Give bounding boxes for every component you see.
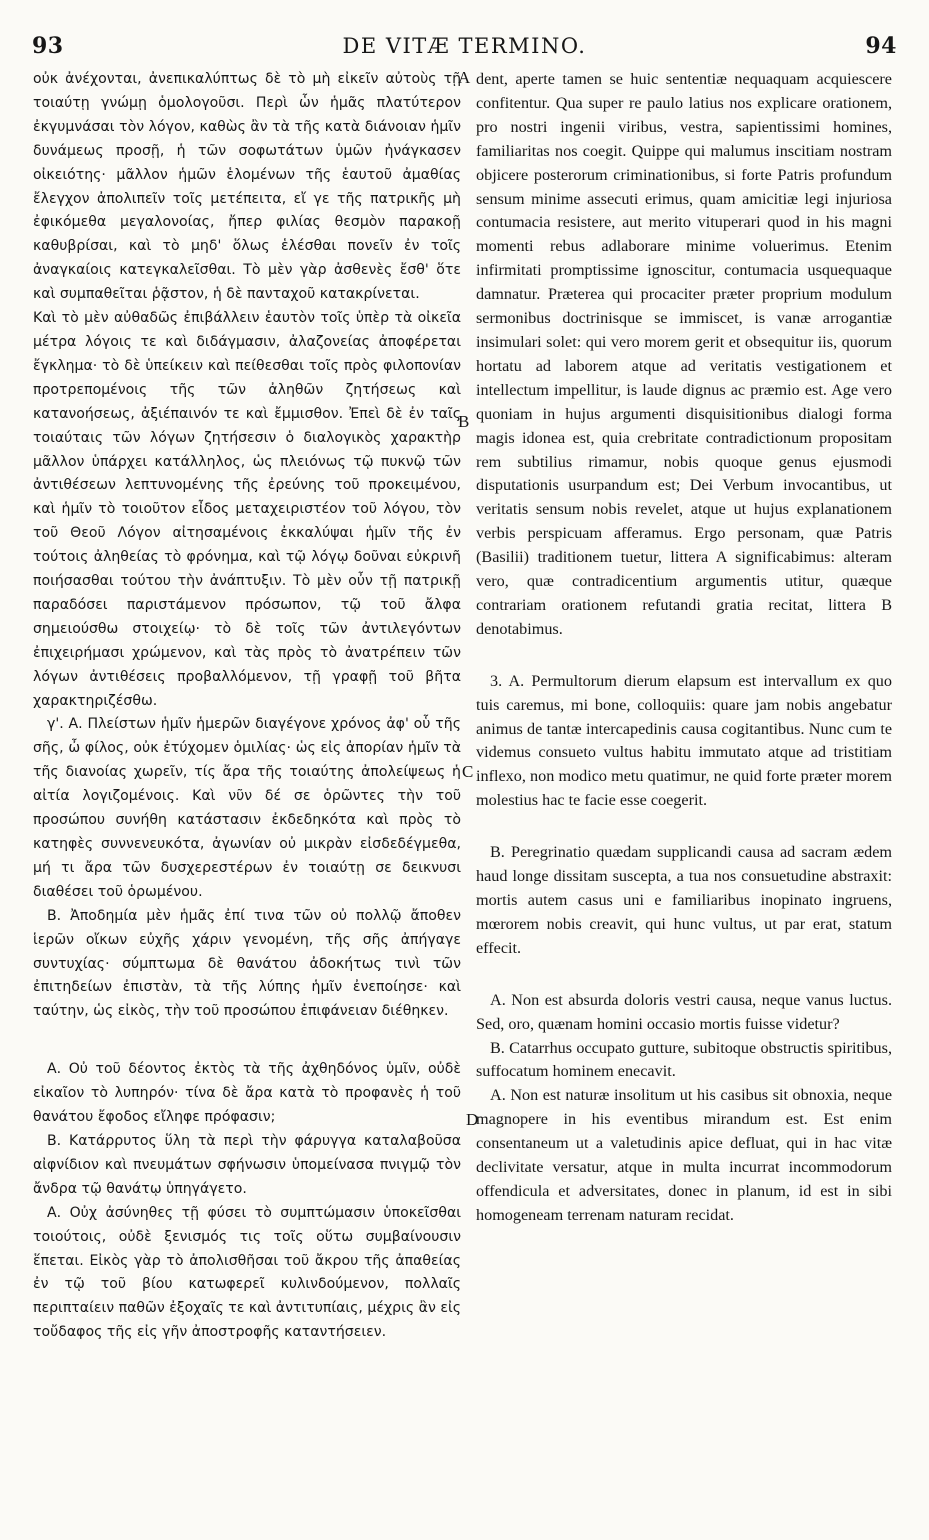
- greek-paragraph: Β. Κατάρρυτος ὕλη τὰ περὶ τὴν φάρυγγα καταλαβοῦσα αἰφνίδιον καὶ πνευμάτων σφήνωσιν ὑπομείνασα πνιγμῷ τὸν ἄνδρα τῷ θανάτῳ ὑπηγάγετο.: [33, 1132, 461, 1197]
- page-number-left: 93: [32, 33, 64, 59]
- greek-paragraph: Α. Οὐ τοῦ δέοντος ἐκτὸς τὰ τῆς ἀχθηδόνος ὑμῖν, οὐδὲ εἰκαῖον τὸ λυπηρόν· τίνα δὲ ἄρα κατὰ τὸ προφανὲς ἡ τοῦ θανάτου ἔφοδος εἴληφε πρόφασιν;: [33, 1061, 461, 1126]
- greek-paragraph: Β. Ἀποδημία μὲν ἡμᾶς ἐπί τινα τῶν οὐ πολλῷ ἄποθεν ἱερῶν οἴκων εὐχῆς χάριν γενομένη, τῆς σῆς ἀπήγαγε συντυχίας· σύμπτωμα δὲ θανάτου ἀδοκήτως τινὶ τῶν ἐπιτηδείων ἐπιστὰν, τὰ τῆς λύπης ἡμῖν ἐνεποίησε· καὶ ταύτην, ὡς εἰκὸς, τὴν τοῦ προσώπου ἐπιφάνειαν διέθηκεν.: [33, 907, 461, 1020]
- margin-marker-b: B: [458, 412, 470, 431]
- running-title: DE VITÆ TERMINO.: [342, 34, 587, 58]
- latin-paragraph: dent, aperte tamen se huic sententiæ nequaquam acquiescere confitentur. Qua super re paulo latius nos explicare orationem, pro nostri ingenii viribus, vestra, sapientissimi homines, familiaritas nos coegit. Quippe qui malumus inscitiam nostram objicere posterorum criminationibus, si forte Patris profundum sensum minime assecuti erimus, quam amicitiæ legi injuriosa contumacia resistere, aut merito vituperari quod in his magni momenti rebus adlaborare minime voluerimus. Etenim infirmitati promptissime ignoscitur, contumacia usquequaque damnatur. Præterea qui procaciter præter proprium modulum sermonibus doctrinisque se immiscet, is vanæ arrogantiæ insimulari solet: qui vero morem gerit et obsequitur iis, quorum hortatu ad laborem atque ad veritatis vestigationem et intellectum impellitur, is laude dignus ac præmio est. Age vero quoniam in hujus argumenti disquisitionibus dialogi forma magis idonea est, quia crebritate contradictionum propositam rem subtilius rimamur, nobis quoque genus ejusmodi disputationis usurpandum est; Dei Verbum invocantibus, ut veritatis sensum nobis revelet, atque ut hujus explanationem verbis perspicuam afferamus. Ergo personam, quæ Patris (Basilii) traditionem tuetur, littera A significabimus: alteram vero, quæ contradicentium argumentis utitur, quæque contrariam orationem refutandi gratia recitat, littera B denotabimus.: [476, 70, 892, 638]
- latin-column: [476, 68, 892, 1228]
- margin-marker-a: A: [458, 68, 471, 87]
- latin-paragraph: A. Non est naturæ insolitum ut his casibus sit obnoxia, neque magnopere in his eventibus mirandum est. Est enim consentaneum ut a valetudinis apice defluat, qui in hac vitæ declivitate versatur, atque in multa incurrat incommodorum offendicula et adversitates, donec in planum, id est in sibi homogeneam terrenam naturam recidat.: [476, 1086, 892, 1224]
- margin-marker-d: D: [466, 1110, 479, 1129]
- margin-marker-c: C: [462, 762, 474, 781]
- latin-paragraph: 3. A. Permultorum dierum elapsum est intervallum ex quo tuis caremus, mi bone, colloquiis: quare jam nobis angebatur animus de tantæ intercapedinis causa cogitantibus. Nunc cum te videmus consueto vultus habitu immutato atque ad tristitiam inflexo, non modico metu quatimur, ne quid forte præter morem molestius hac te facie esse coegerit.: [476, 671, 892, 810]
- greek-paragraph: Α. Οὐχ ἀσύνηθες τῇ φύσει τὸ συμπτώμασιν ὑποκεῖσθαι τοιούτοις, οὐδὲ ξενισμός τις τοῖς οὕτω συμβαίνουσιν ἕπεται. Εἰκὸς γὰρ τὸ ἀπολισθῆσαι τοῦ ἄκρου τῆς ἀπαθείας ἐν τῷ τοῦ βίου κατωφερεῖ κυλινδούμενον, πολλαῖς περιπταίειν παθῶν ἐξοχαῖς τε καὶ ἀντιτυπίαις, μέχρις ἂν εἰς τοὔδαφος τῆς εἰς γῆν ἀποστροφῆς καταντήσειεν.: [33, 1204, 461, 1341]
- greek-column: [33, 68, 461, 1345]
- greek-paragraph: οὐκ ἀνέχονται, ἀνεπικαλύπτως δὲ τὸ μὴ εἰκεῖν αὐτοὺς τῇ τοιαύτῃ γνώμῃ ὁμολογοῦσι. Περὶ ὧν ἡμᾶς πλατύτερον ἐκγυμνάσαι τὸν λόγον, καθὼς ἂν τὰ τῆς κατὰ διάνοιαν ἡμῖν δυνάμεως προσῇ, ἡ τῶν σοφωτάτων ὑμῶν ἠνάγκασεν οἰκειότης· μᾶλλον ἡμῶν ἑλομένων τῆς ἑαυτοῦ ἀμαθίας ἔλεγχον ἀπολιπεῖν τοῖς μετέπειτα, εἴ γε τῆς πατρικῆς μὴ ἐφικόμεθα μεγαλονοίας, ἤπερ φιλίας θεσμὸν παρακοῇ καθυβρίσαι, καὶ τὸ μηδ' ὅλως ἑλέσθαι πονεῖν ἐν τοῖς ἀναγκαίοις κατεγκαλεῖσθαι. Τὸ μὲν γὰρ ἀσθενὲς ἔσθ' ὅτε καὶ συμπαθεῖται ῥᾷστον, ἡ δὲ πανταχοῦ κατακρίνεται.: [33, 71, 461, 303]
- greek-paragraph: γ'. Α. Πλείστων ἡμῖν ἡμερῶν διαγέγονε χρόνος ἀφ' οὗ τῆς σῆς, ὦ φίλος, οὐκ ἐτύχομεν ὁμιλίας· ὡς εἰς ἀπορίαν ἡμῖν τὰ τῆς διανοίας χωρεῖν, τίς ἄρα τῆς τοιαύτης ἀπολείψεως ἡ αἰτία λογιζομένοις. Καὶ νῦν δέ σε ὁρῶντες τὴν τοῦ προσώπου συνήθη κατάστασιν ἐκδεδηκότα καὶ πρὸς τὸ κατηφὲς συννενευκότα, ἀγωνίαν οὐ μικρὰν εἰσδεδέγμεθα, μή τι ἄρα τῶν δυσχερεστέρων ἐν τοιαύτῃ σε δεικνυσι διαθέσει τοῦ ὁρωμένου.: [33, 716, 461, 900]
- latin-paragraph: B. Catarrhus occupato gutture, subitoque obstructis spiritibus, suffocatum hominem enecavit.: [476, 1038, 892, 1081]
- page-number-right: 94: [865, 33, 897, 59]
- greek-paragraph: Καὶ τὸ μὲν αὐθαδῶς ἐπιβάλλειν ἑαυτὸν τοῖς ὑπὲρ τὰ οἰκεῖα μέτρα λόγοις τε καὶ διδάγμασιν, ἀλαζονείας ἀποφέρεται ἔγκλημα· τὸ δὲ ὑπείκειν καὶ πείθεσθαι τοῖς πρὸς φιλοπονίαν προτρεπομένοις τῆς τῶν ἀληθῶν ζητήσεως καὶ κατανοήσεως, ἀξιέπαινόν τε καὶ ἔμμισθον. Ἐπεὶ δὲ ἐν ταῖς τοιαύταις τῶν λόγων ζητήσεσιν ὁ διαλογικὸς χαρακτὴρ μᾶλλον ὑπάρχει κατάλληλος, ὡς πλειόνως τῷ πυκνῷ τῶν ἀντιθέσεων λεπτυνομένης τῆς ἐρεύνης τοῦ προκειμένου, καὶ ἡμῖν τὸ τοιοῦτον εἶδος μεταχειριστέον τοῦ λόγου, τὸν τοῦ Θεοῦ Λόγον αἰτησαμένοις ἐκκαλύψαι ἡμῖν τῆς ἐν τούτοις ἀληθείας τὸ φρόνημα, καὶ τῷ λόγῳ δοῦναι εὐκρινῆ ποιήσασθαι τούτου τὴν ἀνάπτυξιν. Τὸ μὲν οὖν τῇ πατρικῇ παραδόσει παριστάμενον πρόσωπον, τῷ τοῦ ἄλφα σημειούσθω στοιχείῳ· τὸ δὲ τοῖς τῶν ἀντιλεγόντων ἐπιχειρήμασι χρώμενον, καὶ τὰς πρὸς τὸ ἀνατρέπειν τῶν λόγων ἀντιθέσεις προβαλλόμενον, τῇ γραφῇ τοῦ βῆτα χαρακτηριζέσθω.: [33, 310, 461, 709]
- latin-paragraph: B. Peregrinatio quædam supplicandi causa ad sacram ædem haud longe dissitam suscepta, a tua nos consuetudine abstraxit: mortis autem casus uni e familiaribus inopinato ingruens, mœrorem nobis creavit, qui hunc vultus, ut par erat, statum effecit.: [476, 843, 892, 957]
- latin-paragraph: A. Non est absurda doloris vestri causa, neque vanus luctus. Sed, oro, quænam homini occasio mortis fuisse videtur?: [476, 990, 892, 1033]
- running-header: [32, 30, 897, 62]
